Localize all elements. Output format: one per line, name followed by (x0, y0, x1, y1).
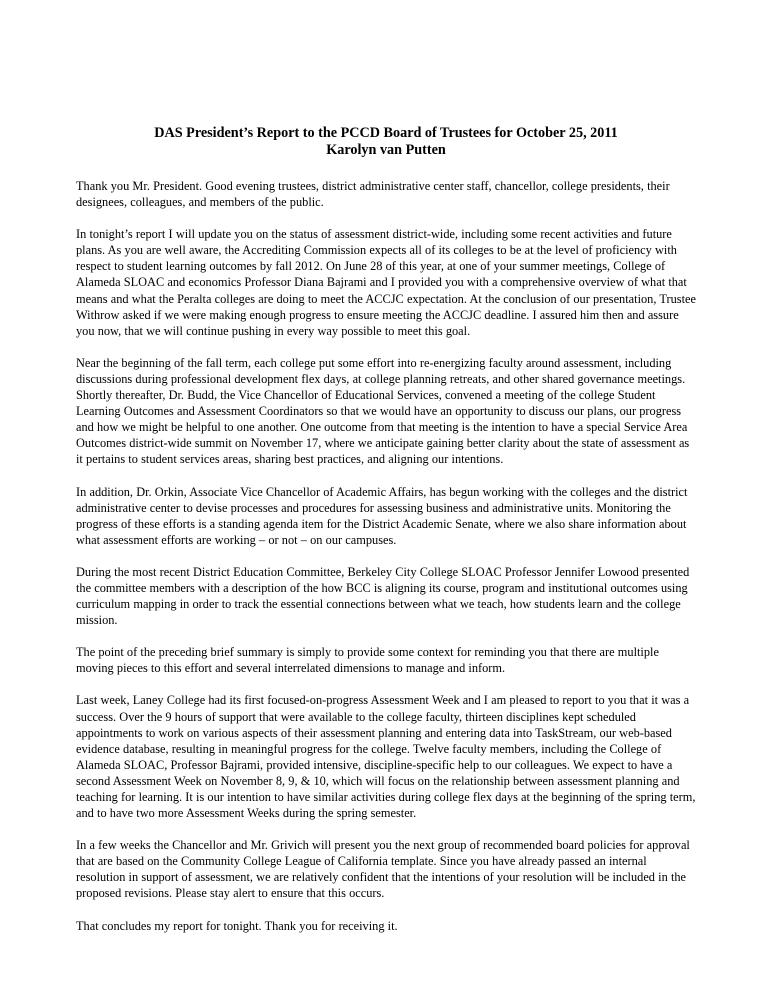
paragraph-closing: That concludes my report for tonight. Thank you for receiving it. (76, 918, 398, 933)
paragraph-education-committee: During the most recent District Education Committee, Berkeley City College SLOAC Professor Jennifer Lowood presented the committee members with a description of the how BCC is aligning its course, program and institutional outcomes using curriculum mapping in order to track the essential connections between what we teach, how students learn and the college mission. (76, 564, 690, 628)
author-name: Karolyn van Putten (326, 142, 446, 158)
report-title: DAS President’s Report to the PCCD Board of Trustees for October 25, 2011 (154, 125, 618, 141)
paragraph-administrative-units: In addition, Dr. Orkin, Associate Vice Chancellor of Academic Affairs, has begun working with the colleges and the district administrative center to devise processes and procedures for assessing business and administrative units. Monitoring the progress of these efforts is a standing agenda item for the District Academic Senate, where we also share information about what assessment efforts are working – or not – on our campuses. (76, 484, 688, 547)
paragraph-board-policies: In a few weeks the Chancellor and Mr. Grivich will present you the next group of recommended board policies for approval that are based on the Community College League of California template. Since you have already passed an internal resolution in support of assessment, we are relatively confident that the intentions of your resolution will be included in the proposed revisions. Please stay alert to ensure that this occurs. (76, 838, 690, 901)
document-title (76, 125, 696, 159)
paragraph-fall-term: Near the beginning of the fall term, each college put some effort into re-energizing faculty around assessment, including discussions during professional development flex days, at college planning retreats, and other shared governance meetings. Shortly thereafter, Dr. Budd, the Vice Chancellor of Educational Services, convened a meeting of the college Student Learning Outcomes and Assessment Coordinators so that we would have an opportunity to discuss our plans, our progress and how we might be helpful to one another. One outcome from that meeting is the intention to have a special Service Area Outcomes district-wide summit on November 17, where we anticipate gaining better clarity about the state of assessment as it pertains to student services areas, sharing best practices, and aligning our intentions. (76, 355, 690, 467)
paragraph-assessment-status: In tonight’s report I will update you on the status of assessment district-wide, including some recent activities and future plans. As you are well aware, the Accrediting Commission expects all of its colleges to be at the level of proficiency with respect to student learning outcomes by fall 2012. On June 28 of this year, at one of your summer meetings, College of Alameda SLOAC and economics Professor Diana Bajrami and I provided you with a comprehensive overview of what that means and what the Peralta colleges are doing to meet the ACCJC expectation. At the conclusion of our presentation, Trustee Withrow asked if we were making enough progress to ensure meeting the ACCJC deadline. I assured him then and assure you now, that we will continue pushing in every way possible to meet this goal. (76, 227, 696, 338)
paragraph-assessment-week: Last week, Laney College had its first focused-on-progress Assessment Week and I am pleased to report to you that it was a success. Over the 9 hours of support that were available to the college faculty, thirteen disciplines kept scheduled appointments to work on various aspects of their assessment planning and entering data into TaskStream, our web-based evidence database, resulting in meaningful progress for the college. Twelve faculty members, including the College of Alameda SLOAC, Professor Bajrami, provided intensive, discipline-specific help to our colleagues. We expect to have a second Assessment Week on November 8, 9, & 10, which will focus on the relationship between assessment planning and teaching for learning. It is our intention to have similar activities during college flex days at the beginning of the spring term, and to have two more Assessment Weeks during the spring semester. (76, 693, 696, 821)
paragraph-greeting: Thank you Mr. President. Good evening trustees, district administrative center staff, chancellor, college presidents, their designees, colleagues, and members of the public. (76, 179, 670, 210)
paragraph-summary-context: The point of the preceding brief summary is simply to provide some context for reminding you that there are multiple moving pieces to this effort and several interrelated dimensions to manage and inform. (76, 645, 659, 676)
